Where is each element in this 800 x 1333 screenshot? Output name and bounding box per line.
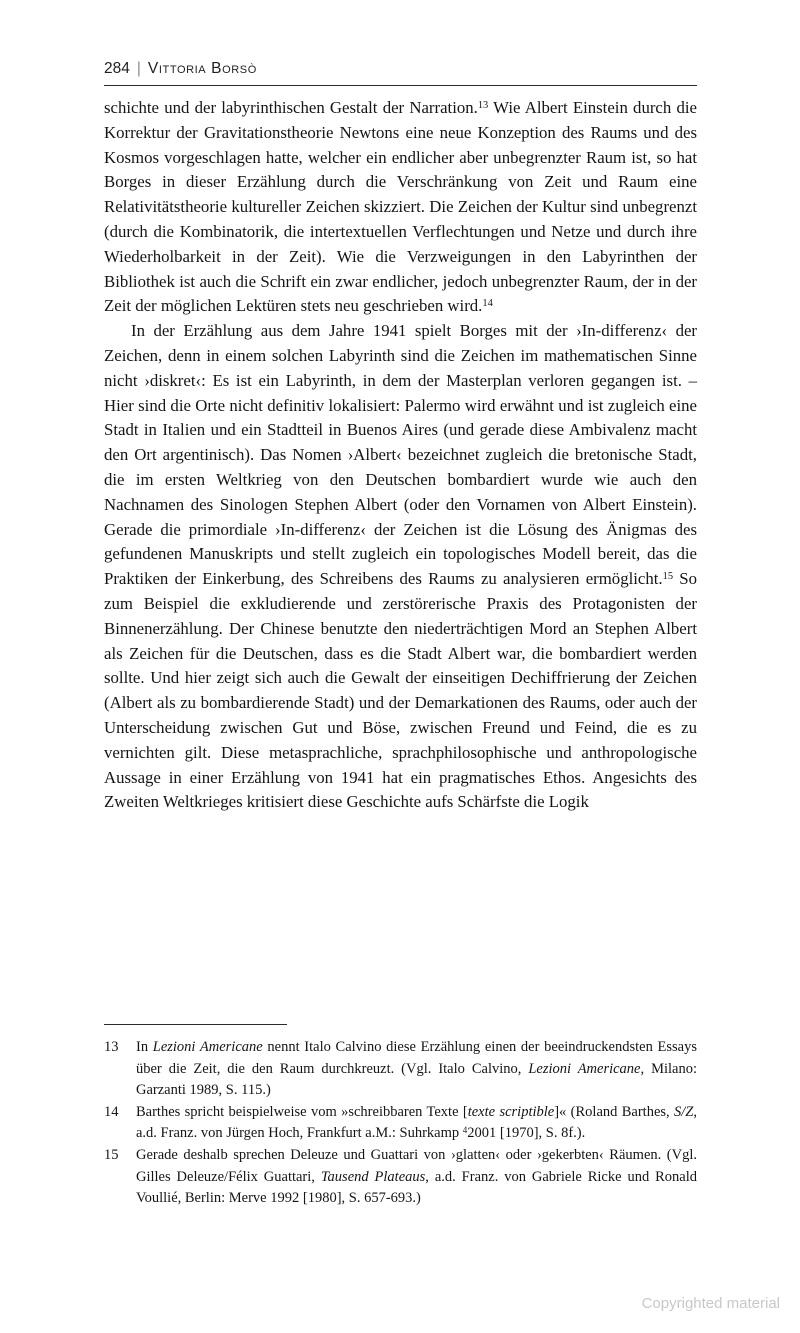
footnotes-section: [104, 1024, 697, 1210]
footnote-text: In Lezioni Americane nennt Italo Calvino diese Erzählung einen der beeindruckendsten Essays über die Zeit, die den Raum durchkreuzt. (Vgl. Italo Calvino, Lezioni Americane, Milano: Garzanti 1989, S. 115.): [136, 1039, 697, 1099]
body-text: [104, 96, 697, 815]
page-number: 284: [104, 60, 130, 77]
copyright-watermark: Copyrighted material: [641, 1295, 780, 1312]
footnote: [104, 1102, 697, 1145]
running-header: [104, 60, 697, 86]
header-divider: |: [136, 60, 141, 77]
footnote-separator-rule: [104, 1024, 287, 1025]
footnote: [104, 1145, 697, 1210]
footnote-number: 13: [104, 1039, 119, 1055]
footnote-text: Barthes spricht beispielweise vom »schreibbaren Texte [texte scriptible]« (Roland Barthes, S/Z, a.d. Franz. von Jürgen Hoch, Frankfurt a.M.: Suhrkamp $^4$2001 [1970], S. 8f.).: [136, 1103, 697, 1142]
paragraph: In der Erzählung aus dem Jahre 1941 spielt Borges mit der ›In-differenz‹ der Zeichen, denn in einem solchen Labyrinth sind die Zeichen im mathematischen Sinne nicht ›diskret‹: Es ist ein Labyrinth, in dem der Masterplan verloren gegangen ist. – Hier sind die Orte nicht definitiv lokalisiert: Palermo wird erwähnt und ist zugleich eine Stadt in Italien und ein Stadtteil in Buenos Aires (und gerade diese Ambivalenz macht den Ort argentinisch). Das Nomen ›Albert‹ bezeichnet zugleich die bretonische Stadt, die im ersten Weltkrieg von den Deutschen bombardiert wurde wie auch den Nachnamen des Sinologen Stephen Albert (oder den Vornamen von Albert Einstein). Gerade die primordiale ›In-differenz‹ der Zeichen ist die Lösung des Änigmas des gefundenen Manuskripts und stellt zugleich ein topologisches Modell bereit, das die Praktiken der Einkerbung, des Schreibens des Raums zu analysieren ermöglicht.$^{15}$ So zum Beispiel die exkludierende und zerstörerische Praxis des Protagonisten der Binnenerzählung. Der Chinese benutzte den niederträchtigen Mord an Stephen Albert als Zeichen für die Deutschen, dass es die Stadt Albert war, die bombardiert werden sollte. Und hier zeigt sich auch die Gewalt der einseitigen Dechiffrierung der Zeichen (Albert als zu bombardierende Stadt) und der Demarkationen des Raums, oder auch der Unterscheidung zwischen Gut und Böse, zwischen Freund und Feind, die es zu vernichten gilt. Diese metasprachliche, sprachphilosophische und anthropologische Aussage in einer Erzählung von 1941 hat ein pragmatisches Ethos. Angesichts des Zweiten Weltkrieges kritisiert diese Geschichte aufs Schärfste die Logik: [104, 321, 697, 812]
footnote: [104, 1037, 697, 1102]
header-author: Vittoria Borsò: [147, 60, 257, 77]
footnote-text: Gerade deshalb sprechen Deleuze und Guattari von ›glatten‹ oder ›gekerbten‹ Räumen. (Vgl. Gilles Deleuze/Félix Guattari, Tausend Plateaus, a.d. Franz. von Gabriele Ricke und Ronald Voullié, Berlin: Merve 1992 [1980], S. 657-693.): [136, 1146, 697, 1207]
footnote-number: 14: [104, 1103, 119, 1120]
footnote-number: 15: [104, 1146, 119, 1163]
paragraph: schichte und der labyrinthischen Gestalt der Narration.$^{13}$ Wie Albert Einstein durch die Korrektur der Gravitationstheorie Newtons eine neue Konzeption des Raums und des Kosmos vorgeschlagen hatte, welcher ein endlicher aber unbegrenzter Raum ist, so hat Borges in dieser Erzählung durch die Verschränkung von Zeit und Raum eine Relativitätstheorie kultureller Zeichen skizziert. Die Zeichen der Kultur sind unbegrenzt (durch die Kombinatorik, die intertextuellen Verflechtungen und Netze und durch ihre Wiederholbarkeit in der Zeit). Wie die Verzweigungen in den Labyrinthen der Bibliothek ist auch die Schrift ein zwar endlicher, jedoch unbegrenzter Raum, der in der Zeit der möglichen Lektüren stets neu geschrieben wird.$^{14}$: [104, 98, 697, 316]
